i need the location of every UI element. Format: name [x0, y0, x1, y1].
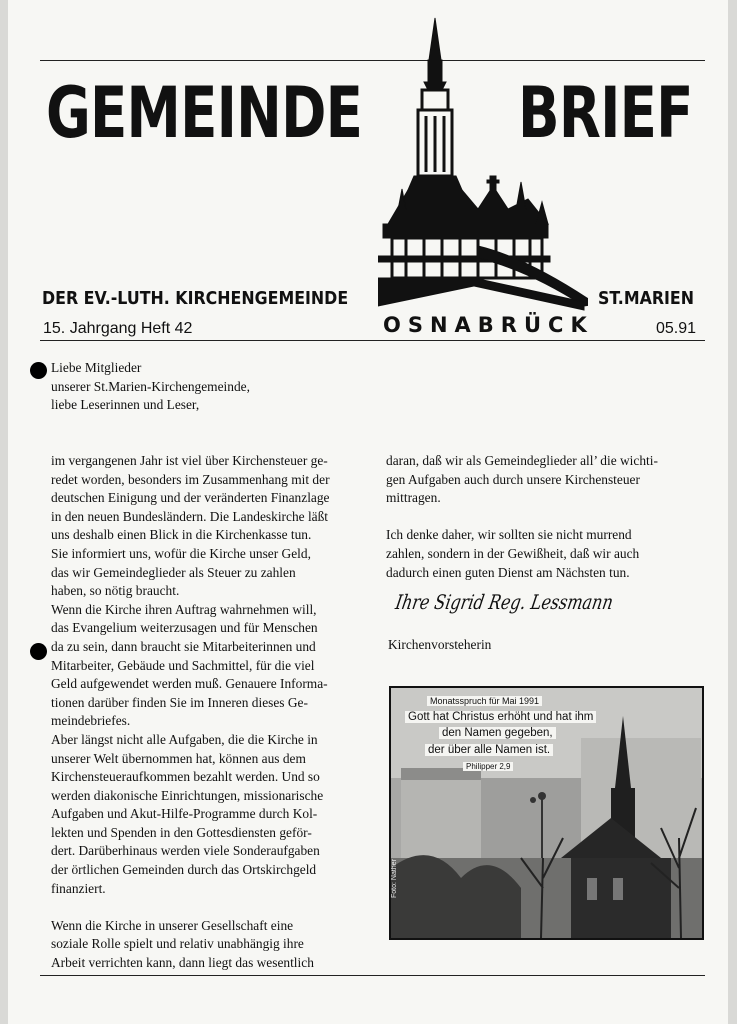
body-line: Geld aufgewendet werden muß. Genauere Informa- — [51, 676, 328, 692]
verse-reference-text: Philipper 2,9 — [463, 762, 513, 771]
photo-credit: Foto: Nather — [391, 859, 398, 898]
body-line: dert. Darüberhinaus werden viele Sonderaufgaben — [51, 843, 320, 859]
body-line: werden diakonische Einrichtungen, missionarische — [51, 787, 324, 803]
issue-number: 15. Jahrgang Heft 42 — [43, 320, 193, 337]
body-line: dadurch einen guten Dienst am Nächsten tun. — [386, 564, 630, 580]
top-rule — [40, 60, 705, 61]
body-line: Kirchensteueraufkommen bezahlt werden. Und so — [51, 769, 320, 785]
greeting-line: liebe Leserinnen und Leser, — [51, 397, 200, 413]
body-line: im vergangenen Jahr ist viel über Kirchensteuer ge- — [51, 453, 328, 468]
letter-body-right — [386, 452, 706, 582]
body-line: Sie informiert uns, wofür die Kirche unser Geld, — [51, 545, 311, 561]
body-line: lekten und Spenden in den Gottesdiensten geför- — [51, 824, 312, 840]
body-line: redet worden, besonders im Zusammenhang mit der — [51, 471, 330, 487]
verse-reference — [463, 762, 513, 771]
body-line: finanziert. — [51, 880, 106, 896]
body-line: mittragen. — [386, 490, 441, 506]
parish-name: DER EV.-LUTH. KIRCHENGEMEINDE — [42, 288, 349, 309]
body-line: Aufgaben und Akut-Hilfe-Programme durch Kol- — [51, 806, 318, 822]
verse-line-text: Gott hat Christus erhöht und hat ihm — [405, 711, 596, 723]
body-line: Mitarbeiter, Gebäude und Sachmittel, für die viel — [51, 657, 315, 673]
verse-line — [425, 744, 553, 756]
body-line: das Evangelium weiterzusagen und für Menschen — [51, 620, 318, 636]
greeting-line: unserer St.Marien-Kirchengemeinde, — [51, 378, 250, 394]
paragraph-gap — [51, 898, 381, 917]
church-photo — [389, 686, 704, 940]
punch-hole-mark — [30, 643, 47, 660]
body-line: tionen darüber finden Sie im Inneren dieses Ge- — [51, 694, 308, 710]
letter-greeting — [51, 359, 371, 415]
masthead-bottom-rule — [40, 340, 705, 341]
verse-line — [405, 711, 596, 723]
parish-saint: ST.MARIEN — [598, 288, 695, 309]
body-line: haben, so nötig braucht. — [51, 583, 180, 599]
body-line: Ich denke daher, wir sollten sie nicht murrend — [386, 527, 632, 543]
masthead-title-right: BRIEF — [518, 72, 693, 154]
body-line: der örtlichen Gemeinden durch das Ortskirchgeld — [51, 862, 317, 878]
body-line: daran, daß wir als Gemeindeglieder all’ die wichti- — [386, 453, 658, 468]
bottom-rule — [40, 975, 705, 976]
body-line: Wenn die Kirche in unserer Gesellschaft eine — [51, 917, 294, 933]
church-photo-image — [391, 688, 702, 938]
city-name: OSNABRÜCK — [383, 313, 594, 337]
body-line: das wir Gemeindeglieder als Steuer zu zahlen — [51, 564, 296, 580]
verse-line — [439, 727, 556, 739]
paragraph-gap — [386, 508, 706, 527]
body-line: Wenn die Kirche ihren Auftrag wahrnehmen will, — [51, 601, 317, 617]
handwritten-signature: Ihre Sigrid Reg. Lessmann — [393, 590, 616, 614]
body-line: Arbeit verrichten kann, dann liegt das wesentlich — [51, 955, 314, 971]
punch-hole-mark — [30, 362, 47, 379]
body-line: soziale Rolle spielt und relativ unabhängig ihre — [51, 936, 304, 952]
letter-body-left — [51, 452, 381, 973]
monthly-verse-label-text: Monatsspruch für Mai 1991 — [427, 696, 542, 706]
issue-date: 05.91 — [656, 320, 697, 337]
greeting-line: Liebe Mitglieder — [51, 360, 142, 375]
monthly-verse-label — [427, 696, 542, 706]
body-line: unserer Welt übernommen hat, können aus dem — [51, 750, 306, 766]
body-line: deutschen Einigung und der veränderten Finanzlage — [51, 490, 330, 506]
body-line: meindebriefes. — [51, 713, 131, 729]
body-line: in den neuen Bundesländern. Die Landeskirche läßt — [51, 508, 329, 524]
body-line: Aber längst nicht alle Aufgaben, die die Kirche in — [51, 731, 318, 747]
body-line: uns deshalb einen Blick in die Kirchenkasse tun. — [51, 527, 312, 543]
church-tower-logo — [378, 14, 588, 314]
verse-line-text: der über alle Namen ist. — [425, 744, 553, 756]
body-line: zahlen, sondern in der Gewißheit, daß wir auch — [386, 545, 640, 561]
signer-title: Kirchenvorsteherin — [388, 637, 492, 652]
body-line: gen Aufgaben auch durch unsere Kirchensteuer — [386, 471, 640, 487]
body-line: da zu sein, dann braucht sie Mitarbeiterinnen und — [51, 638, 316, 654]
masthead-title-left: GEMEINDE — [46, 72, 363, 154]
verse-line-text: den Namen gegeben, — [439, 727, 556, 739]
